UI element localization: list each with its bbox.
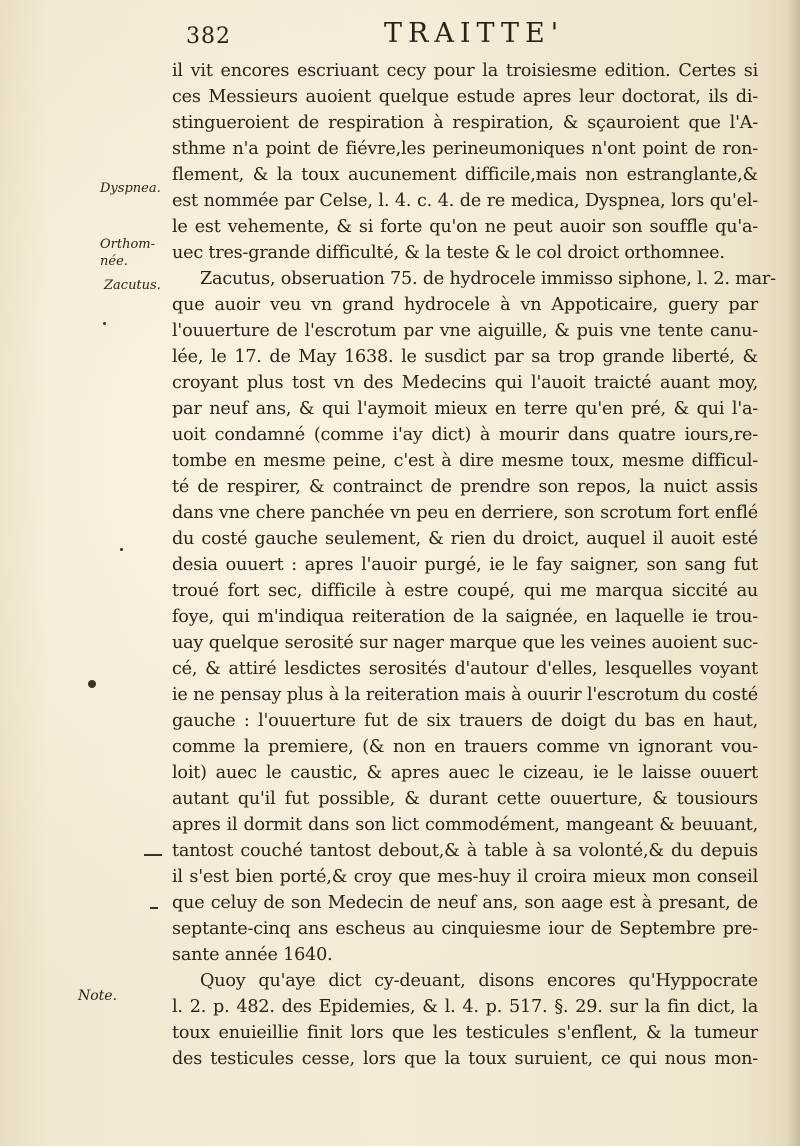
text-line: uoit condamné (comme i'ay dict) à mourir dans quatre iours,re- [172, 425, 758, 445]
text-line: ces Messieurs auoient quelque estude apres leur doctorat, ils di- [172, 87, 758, 107]
text-line: il s'est bien porté,& croy que mes-huy il croira mieux mon conseil [172, 867, 758, 887]
text-line: autant qu'il fut possible, & durant cette ouuerture, & tousiours [172, 789, 758, 809]
text-line: le est vehemente, & si forte qu'on ne peut auoir son souffle qu'a- [172, 217, 758, 237]
text-line: té de respirer, & contrainct de prendre son repos, la nuict assis [172, 477, 758, 497]
ink-mark [144, 854, 162, 856]
text-line: que celuy de son Medecin de neuf ans, son aage est à presant, de [172, 893, 758, 913]
page-number: 382 [186, 24, 231, 49]
margin-note-note: Note. [78, 988, 118, 1004]
text-line: Zacutus, obseruation 75. de hydrocele immisso siphone, l. 2. mar- [200, 269, 776, 289]
text-line: cé, & attiré lesdictes serosités d'autour d'elles, lesquelles voyant [172, 659, 758, 679]
margin-note-dyspnea: Dyspnea. [100, 181, 161, 196]
text-line: lée, le 17. de May 1638. le susdict par sa trop grande liberté, & [172, 347, 758, 367]
margin-note-zacutus: Zacutus. [104, 278, 161, 293]
text-line: uec tres-grande difficulté, & la teste & le col droict orthomnee. [172, 243, 725, 263]
text-line: comme la premiere, (& non en trauers comme vn ignorant vou- [172, 737, 758, 757]
text-line: que auoir veu vn grand hydrocele à vn Appoticaire, guery par [172, 295, 758, 315]
text-line: l'ouuerture de l'escrotum par vne aiguille, & puis vne tente canu- [172, 321, 758, 341]
text-line: tombe en mesme peine, c'est à dire mesme toux, mesme difficul- [172, 451, 758, 471]
text-line: septante-cinq ans escheus au cinquiesme iour de Septembre pre- [172, 919, 758, 939]
text-line: apres il dormit dans son lict commodément, mangeant & beuuant, [172, 815, 758, 835]
text-line: gauche : l'ouuerture fut de six trauers de doigt du bas en haut, [172, 711, 758, 731]
text-line: loit) auec le caustic, & apres auec le cizeau, ie le laisse ouuert [172, 763, 758, 783]
text-line: sante année 1640. [172, 945, 333, 965]
ink-speck [103, 322, 106, 325]
text-line: ie ne pensay plus à la reiteration mais à ouurir l'escrotum du costé [172, 685, 758, 705]
text-line: tantost couché tantost debout,& à table à sa volonté,& du depuis [172, 841, 758, 861]
text-line: desia ouuert : apres l'auoir purgé, ie le fay saigner, son sang fut [172, 555, 758, 575]
text-line: uay quelque serosité sur nager marque que les veines auoient suc- [172, 633, 758, 653]
text-line: par neuf ans, & qui l'aymoit mieux en terre qu'en pré, & qui l'a- [172, 399, 758, 419]
ink-mark [150, 907, 158, 909]
text-line: l. 2. p. 482. des Epidemies, & l. 4. p. 517. §. 29. sur la fin dict, la [172, 997, 758, 1017]
text-line: toux enuieillie finit lors que les testicules s'enflent, & la tumeur [172, 1023, 758, 1043]
text-line: stingueroient de respiration à respiration, & sçauroient que l'A- [172, 113, 758, 133]
text-line: foye, qui m'indiqua reiteration de la saignée, en laquelle ie trou- [172, 607, 758, 627]
text-line: croyant plus tost vn des Medecins qui l'auoit traicté auant moy, [172, 373, 758, 393]
text-line: il vit encores escriuant cecy pour la troisiesme edition. Certes si [172, 61, 758, 81]
text-line: des testicules cesse, lors que la toux suruient, ce qui nous mon- [172, 1049, 758, 1069]
ink-speck [120, 548, 123, 551]
text-line: dans vne chere panchée vn peu en derriere, son scrotum fort enflé [172, 503, 758, 523]
margin-note-orthomnee: Orthom- née. [100, 237, 156, 269]
running-title: TRAITTE' [384, 18, 565, 49]
text-line: Quoy qu'aye dict cy-deuant, disons encores qu'Hyppocrate [200, 971, 758, 991]
text-line: sthme n'a point de fiévre,les perineumoniques n'ont point de ron- [172, 139, 758, 159]
text-line: est nommée par Celse, l. 4. c. 4. de re medica, Dyspnea, lors qu'el- [172, 191, 758, 211]
page-edge-shadow [786, 0, 800, 1146]
text-line: du costé gauche seulement, & rien du droict, auquel il auoit esté [172, 529, 758, 549]
text-line: flement, & la toux aucunement difficile,mais non estranglante,& [172, 165, 758, 185]
text-line: troué fort sec, difficile à estre coupé, qui me marqua siccité au [172, 581, 758, 601]
ink-speck [88, 680, 96, 688]
